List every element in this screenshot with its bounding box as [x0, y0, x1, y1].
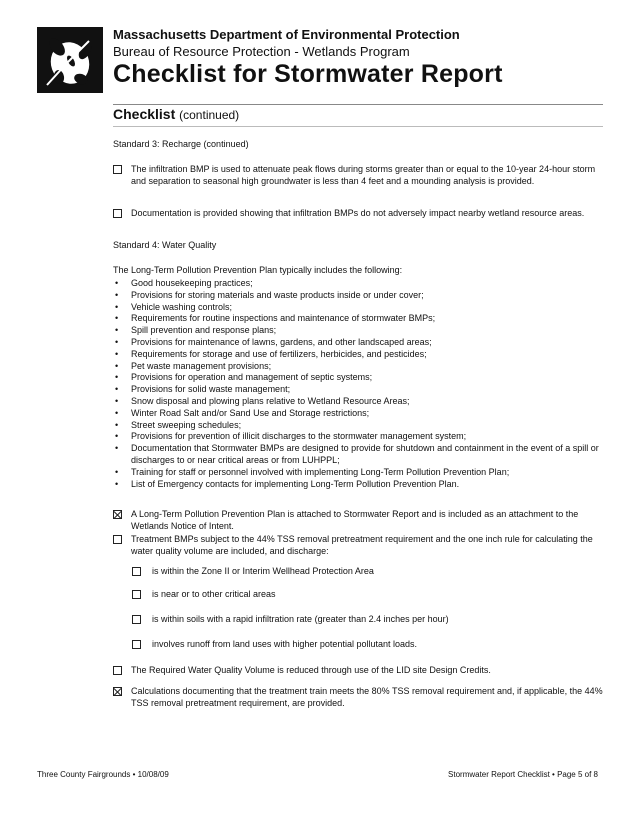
checklist-item-text: is within the Zone II or Interim Wellhead Protection Area [152, 566, 374, 576]
pollution-plan-list [113, 278, 603, 490]
list-item: • Street sweeping schedules; [113, 420, 603, 432]
checkbox[interactable] [132, 615, 141, 624]
checklist-item-text: The infiltration BMP is used to attenuate peak flows during storms greater than or equal to the 10-year 24-hour storm and separation to seasonal high groundwater is less than 4 feet and a mounding analysis is provided. [131, 164, 596, 186]
massdep-logo-icon [37, 27, 103, 93]
checkbox[interactable] [132, 590, 141, 599]
footer-right: Stormwater Report Checklist • Page 5 of 8 [448, 770, 598, 779]
section-title [113, 106, 239, 122]
checklist-subitem [132, 614, 592, 626]
standard3-heading: Standard 3: Recharge (continued) [113, 139, 249, 149]
checklist-item [113, 534, 603, 557]
checklist-item [113, 164, 603, 187]
list-item: • Provisions for maintenance of lawns, gardens, and other landscaped areas; [113, 337, 603, 349]
standard4-heading: Standard 4: Water Quality [113, 240, 217, 250]
standard4-intro: The Long-Term Pollution Prevention Plan typically includes the following: [113, 265, 403, 275]
checkbox-checked[interactable] [113, 510, 122, 519]
list-item: • Snow disposal and plowing plans relative to Wetland Resource Areas; [113, 396, 603, 408]
checklist-item-text: Treatment BMPs subject to the 44% TSS removal pretreatment requirement and the one inch rule for calculating the water quality volume are included, and discharge: [131, 534, 593, 556]
checklist-item-text: is within soils with a rapid infiltration rate (greater than 2.4 inches per hour) [152, 614, 449, 624]
checkbox[interactable] [113, 535, 122, 544]
checklist-item-text: is near or to other critical areas [152, 589, 276, 599]
list-item: • Provisions for prevention of illicit discharges to the stormwater management system; [113, 431, 603, 443]
list-item: • Requirements for routine inspections and maintenance of stormwater BMPs; [113, 313, 603, 325]
list-item: • Pet waste management provisions; [113, 361, 603, 373]
checklist-item-text: involves runoff from land uses with higher potential pollutant loads. [152, 639, 417, 649]
list-item: • List of Emergency contacts for implementing Long-Term Pollution Prevention Plan. [113, 479, 603, 491]
section-rule [113, 126, 603, 127]
checkbox[interactable] [113, 165, 122, 174]
checklist-item-text: The Required Water Quality Volume is reduced through use of the LID site Design Credits. [131, 665, 491, 675]
checkbox[interactable] [113, 209, 122, 218]
checklist-item [113, 208, 603, 220]
checklist-item [113, 665, 603, 677]
list-item: • Documentation that Stormwater BMPs are designed to provide for shutdown and containment in the event of a spill or discharges to or near critical areas or from LUHPPL; [113, 443, 603, 467]
checklist-item-text: Calculations documenting that the treatment train meets the 80% TSS removal requirement and, if applicable, the 44% TSS removal pretreatment requirement, are provided. [131, 686, 603, 708]
checkbox[interactable] [132, 640, 141, 649]
list-item: • Provisions for solid waste management; [113, 384, 603, 396]
checklist-item-text: A Long-Term Pollution Prevention Plan is attached to Stormwater Report and is included as an attachment to the Wetlands Notice of Intent. [131, 509, 579, 531]
checklist-item [113, 686, 603, 709]
list-item: • Vehicle washing controls; [113, 302, 603, 314]
section-title-main: Checklist [113, 106, 176, 122]
list-item: • Provisions for operation and management of septic systems; [113, 372, 603, 384]
checklist-item-text: Documentation is provided showing that infiltration BMPs do not adversely impact nearby wetland resource areas. [131, 208, 585, 218]
checklist-subitem [132, 566, 592, 578]
checkbox[interactable] [113, 666, 122, 675]
section-title-suffix: (continued) [179, 108, 240, 122]
list-item: • Winter Road Salt and/or Sand Use and Storage restrictions; [113, 408, 603, 420]
checklist-subitem [132, 589, 592, 601]
footer-left: Three County Fairgrounds • 10/08/09 [37, 770, 169, 779]
org-name: Massachusetts Department of Environmental Protection [113, 27, 460, 42]
bureau-name: Bureau of Resource Protection - Wetlands Program [113, 44, 410, 59]
list-item: • Spill prevention and response plans; [113, 325, 603, 337]
page-title: Checklist for Stormwater Report [113, 60, 503, 88]
list-item: • Good housekeeping practices; [113, 278, 603, 290]
list-item: • Training for staff or personnel involved with implementing Long-Term Pollution Prevention Plan; [113, 467, 603, 479]
header-rule [113, 104, 603, 105]
checklist-subitem [132, 639, 592, 651]
checkbox-checked[interactable] [113, 687, 122, 696]
list-item: • Requirements for storage and use of fertilizers, herbicides, and pesticides; [113, 349, 603, 361]
checkbox[interactable] [132, 567, 141, 576]
list-item: • Provisions for storing materials and waste products inside or under cover; [113, 290, 603, 302]
checklist-item [113, 509, 603, 532]
